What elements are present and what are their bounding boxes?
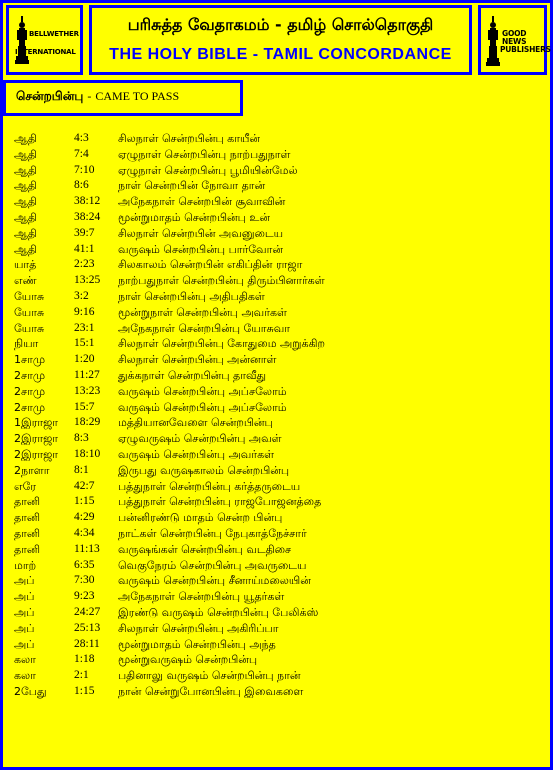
verse-text: வருஷம் சென்றபின்பு அப்சலோம் bbox=[118, 400, 287, 414]
verse-ref: 8:1 bbox=[74, 463, 89, 476]
book-abbrev: யோசு bbox=[14, 321, 45, 335]
concordance-row bbox=[14, 415, 514, 431]
concordance-row bbox=[14, 447, 514, 463]
book-abbrev: ஆதி bbox=[14, 163, 37, 177]
book-abbrev: தானி bbox=[14, 526, 41, 540]
book-abbrev: ஆதி bbox=[14, 147, 37, 161]
book-abbrev: ஆதி bbox=[14, 226, 37, 240]
verse-text: நாற்பதுநாள் சென்றபின்பு திரும்பினார்கள் bbox=[118, 274, 325, 288]
concordance-row bbox=[14, 352, 514, 368]
concordance-row bbox=[14, 558, 514, 574]
concordance-row bbox=[14, 494, 514, 510]
verse-ref: 11:13 bbox=[74, 542, 100, 555]
book-abbrev: தானி bbox=[14, 495, 41, 509]
concordance-row bbox=[14, 400, 514, 416]
verse-ref: 25:13 bbox=[74, 621, 101, 634]
concordance-row bbox=[14, 510, 514, 526]
statue-icon bbox=[15, 16, 29, 64]
verse-ref: 1:20 bbox=[74, 353, 95, 366]
entry-heading-box bbox=[3, 80, 243, 116]
verse-text: அநேகநாள் சென்றபின் சூவாவின் bbox=[118, 195, 286, 209]
verse-ref: 13:25 bbox=[74, 274, 101, 287]
book-abbrev: ஆதி bbox=[14, 242, 37, 256]
book-abbrev: ஆதி bbox=[14, 132, 37, 145]
verse-text: இரண்டு வருஷம் சென்றபின்பு பேலிக்ஸ் bbox=[118, 605, 319, 619]
verse-ref: 1:15 bbox=[74, 684, 95, 697]
concordance-row bbox=[14, 526, 514, 542]
book-abbrev: நியா bbox=[14, 337, 39, 351]
book-abbrev: அப் bbox=[14, 574, 35, 588]
book-abbrev: எரே bbox=[14, 479, 37, 493]
verse-ref: 39:7 bbox=[74, 226, 95, 239]
concordance-row bbox=[14, 368, 514, 384]
verse-text: சிலநாள் சென்றபின்பு காயீன் bbox=[118, 132, 261, 145]
verse-text: நாள் சென்றபின்பு அதிபதிகள் bbox=[118, 289, 265, 303]
verse-text: மூன்றுமாதம் சென்றபின்பு உன் bbox=[118, 210, 270, 224]
verse-ref: 4:3 bbox=[74, 132, 89, 144]
book-abbrev: அப் bbox=[14, 590, 35, 604]
book-abbrev: தானி bbox=[14, 542, 41, 556]
verse-ref: 24:27 bbox=[74, 605, 101, 618]
verse-ref: 38:12 bbox=[74, 195, 101, 208]
verse-ref: 9:16 bbox=[74, 305, 95, 318]
verse-text: ஏழுநாள் சென்றபின்பு நாற்பதுநாள் bbox=[118, 147, 291, 161]
good-news-logo-box bbox=[478, 5, 551, 75]
book-abbrev: எண் bbox=[14, 274, 37, 288]
concordance-row bbox=[14, 605, 514, 621]
concordance-row bbox=[14, 384, 514, 400]
concordance-row bbox=[14, 147, 514, 163]
verse-text: மூன்றுவருஷம் சென்றபின்பு bbox=[118, 653, 258, 667]
concordance-row bbox=[14, 226, 514, 242]
verse-text: வருஷம் சென்றபின்பு அவர்கள் bbox=[118, 447, 275, 461]
concordance-row bbox=[14, 652, 514, 668]
book-abbrev: மாற் bbox=[14, 558, 37, 572]
verse-text: சிலகாலம் சென்றபின் எகிப்தின் ராஜா bbox=[118, 258, 303, 272]
verse-text: வருஷங்கள் சென்றபின்பு வடதிசை bbox=[118, 542, 292, 556]
verse-text: பத்துநாள் சென்றபின்பு கர்த்தருடைய bbox=[118, 479, 301, 493]
concordance-row bbox=[14, 131, 514, 147]
concordance-row bbox=[14, 321, 514, 337]
book-abbrev: 2நாளா bbox=[14, 463, 50, 477]
verse-text: இருபது வருஷகாலம் சென்றபின்பு bbox=[118, 463, 290, 477]
book-abbrev: ஆதி bbox=[14, 210, 37, 224]
book-abbrev: ஆதி bbox=[14, 195, 37, 209]
verse-text: நாட்கள் சென்றபின்பு நேபுகாத்நேச்சார் bbox=[118, 526, 307, 540]
verse-ref: 41:1 bbox=[74, 242, 95, 255]
verse-ref: 7:10 bbox=[74, 163, 95, 176]
verse-text: வெகுநேரம் சென்றபின்பு அவருடைய bbox=[118, 558, 307, 572]
book-abbrev: 2சாமு bbox=[14, 384, 46, 398]
verse-text: பதினாலு வருஷம் சென்றபின்பு நான் bbox=[118, 669, 301, 683]
concordance-row bbox=[14, 637, 514, 653]
verse-text: சிலநாள் சென்றபின்பு அகிரிப்பா bbox=[118, 621, 279, 635]
verse-text: வருஷம் சென்றபின்பு சீனாய்மலையின் bbox=[118, 574, 311, 588]
concordance-row bbox=[14, 273, 514, 289]
verse-text: அநேகநாள் சென்றபின்பு யூதர்கள் bbox=[118, 590, 285, 604]
book-abbrev: 1இராஜா bbox=[14, 416, 59, 430]
verse-text: வருஷம் சென்றபின்பு அப்சலோம் bbox=[118, 384, 287, 398]
entry-separator: - bbox=[87, 89, 92, 103]
book-abbrev: 2இராஜா bbox=[14, 432, 59, 446]
book-abbrev: கலா bbox=[14, 653, 36, 667]
concordance-row bbox=[14, 668, 514, 684]
title-box bbox=[89, 5, 472, 75]
verse-text: பன்னிரண்டு மாதம் சென்ற பின்பு bbox=[118, 511, 283, 525]
concordance-row bbox=[14, 305, 514, 321]
verse-text: ஏழுவருஷம் சென்றபின்பு அவள் bbox=[118, 432, 282, 446]
verse-text: நாள் சென்றபின் நோவா தான் bbox=[118, 179, 266, 193]
book-abbrev: அப் bbox=[14, 621, 35, 635]
concordance-row bbox=[14, 242, 514, 258]
verse-text: சிலநாள் சென்றபின்பு அன்னாள் bbox=[118, 353, 277, 367]
concordance-row bbox=[14, 463, 514, 479]
entry-tamil-word: சென்றபின்பு bbox=[16, 89, 84, 103]
title-tamil: பரிசுத்த வேதாகமம் - தமிழ் சொல்தொகுதி bbox=[127, 15, 434, 34]
verse-ref: 8:6 bbox=[74, 179, 89, 192]
concordance-row bbox=[14, 178, 514, 194]
verse-ref: 15:7 bbox=[74, 400, 95, 413]
book-abbrev: தானி bbox=[14, 511, 41, 525]
book-abbrev: யோசு bbox=[14, 305, 45, 319]
verse-text: சிலநாள் சென்றபின் அவனுடைய bbox=[118, 226, 284, 240]
logo-line-2: PUBLISHERS bbox=[500, 45, 551, 54]
logo-line-2: INTERNATIONAL bbox=[15, 48, 76, 56]
verse-text: ஏழுநாள் சென்றபின்பு பூமியின்மேல் bbox=[118, 163, 298, 177]
verse-text: அநேகநாள் சென்றபின்பு யோசுவா bbox=[118, 321, 290, 335]
concordance-row bbox=[14, 257, 514, 273]
verse-ref: 9:23 bbox=[74, 590, 95, 603]
book-abbrev: 2சாமு bbox=[14, 368, 46, 382]
concordance-row bbox=[14, 589, 514, 605]
concordance-row bbox=[14, 289, 514, 305]
concordance-row bbox=[14, 573, 514, 589]
verse-text: துக்கநாள் சென்றபின்பு தாவீது bbox=[118, 368, 267, 382]
verse-text: மத்தியானவேளை சென்றபின்பு bbox=[118, 416, 273, 430]
book-abbrev: யாத் bbox=[14, 258, 37, 272]
verse-text: நான் சென்றுபோனபின்பு இவைகளை bbox=[118, 684, 304, 698]
verse-ref: 42:7 bbox=[74, 479, 95, 492]
statue-icon bbox=[486, 16, 500, 66]
verse-ref: 3:2 bbox=[74, 289, 89, 302]
book-abbrev: 2பேது bbox=[14, 684, 47, 698]
verse-ref: 23:1 bbox=[74, 321, 95, 334]
bellwether-logo-box bbox=[6, 5, 83, 75]
verse-text: வருஷம் சென்றபின்பு பார்வோன் bbox=[118, 242, 283, 256]
book-abbrev: அப் bbox=[14, 637, 35, 651]
verse-text: மூன்றுமாதம் சென்றபின்பு அந்த bbox=[118, 637, 276, 651]
verse-ref: 8:3 bbox=[74, 432, 89, 445]
verse-ref: 2:23 bbox=[74, 258, 95, 271]
title-english: THE HOLY BIBLE - TAMIL CONCORDANCE bbox=[109, 46, 452, 63]
concordance-row bbox=[14, 163, 514, 179]
concordance-row bbox=[14, 684, 514, 700]
concordance-row bbox=[14, 336, 514, 352]
verse-ref: 7:4 bbox=[74, 147, 89, 160]
book-abbrev: கலா bbox=[14, 669, 36, 683]
entry-heading bbox=[16, 89, 179, 105]
verse-ref: 38:24 bbox=[74, 210, 101, 223]
entry-english-word: CAME TO PASS bbox=[95, 89, 180, 103]
verse-ref: 2:1 bbox=[74, 669, 89, 682]
verse-ref: 6:35 bbox=[74, 558, 95, 571]
book-abbrev: 1சாமு bbox=[14, 353, 46, 367]
concordance-list bbox=[14, 131, 514, 700]
concordance-row bbox=[14, 542, 514, 558]
verse-ref: 15:1 bbox=[74, 337, 95, 350]
verse-ref: 1:15 bbox=[74, 495, 95, 508]
verse-ref: 18:10 bbox=[74, 447, 101, 460]
verse-ref: 28:11 bbox=[74, 637, 100, 650]
logo-line-1: BELLWETHER bbox=[29, 30, 79, 38]
verse-ref: 1:18 bbox=[74, 653, 95, 666]
verse-text: பத்துநாள் சென்றபின்பு ராஜபோஜனத்தை bbox=[118, 495, 322, 509]
verse-ref: 4:34 bbox=[74, 526, 95, 539]
concordance-row bbox=[14, 621, 514, 637]
book-abbrev: அப் bbox=[14, 605, 35, 619]
concordance-row bbox=[14, 431, 514, 447]
book-abbrev: 2சாமு bbox=[14, 400, 46, 414]
verse-ref: 7:30 bbox=[74, 574, 95, 587]
concordance-row bbox=[14, 210, 514, 226]
book-abbrev: யோசு bbox=[14, 289, 45, 303]
book-abbrev: 2இராஜா bbox=[14, 447, 59, 461]
logo-line-1: GOOD NEWS bbox=[502, 29, 527, 46]
verse-ref: 18:29 bbox=[74, 416, 101, 429]
book-abbrev: ஆதி bbox=[14, 179, 37, 193]
verse-ref: 13:23 bbox=[74, 384, 101, 397]
verse-text: சிலநாள் சென்றபின்பு கோதுமை அறுக்கிற bbox=[118, 337, 326, 351]
concordance-row bbox=[14, 479, 514, 495]
verse-ref: 11:27 bbox=[74, 368, 100, 381]
concordance-row bbox=[14, 194, 514, 210]
verse-text: மூன்றுநாள் சென்றபின்பு அவர்கள் bbox=[118, 305, 287, 319]
verse-ref: 4:29 bbox=[74, 511, 95, 524]
